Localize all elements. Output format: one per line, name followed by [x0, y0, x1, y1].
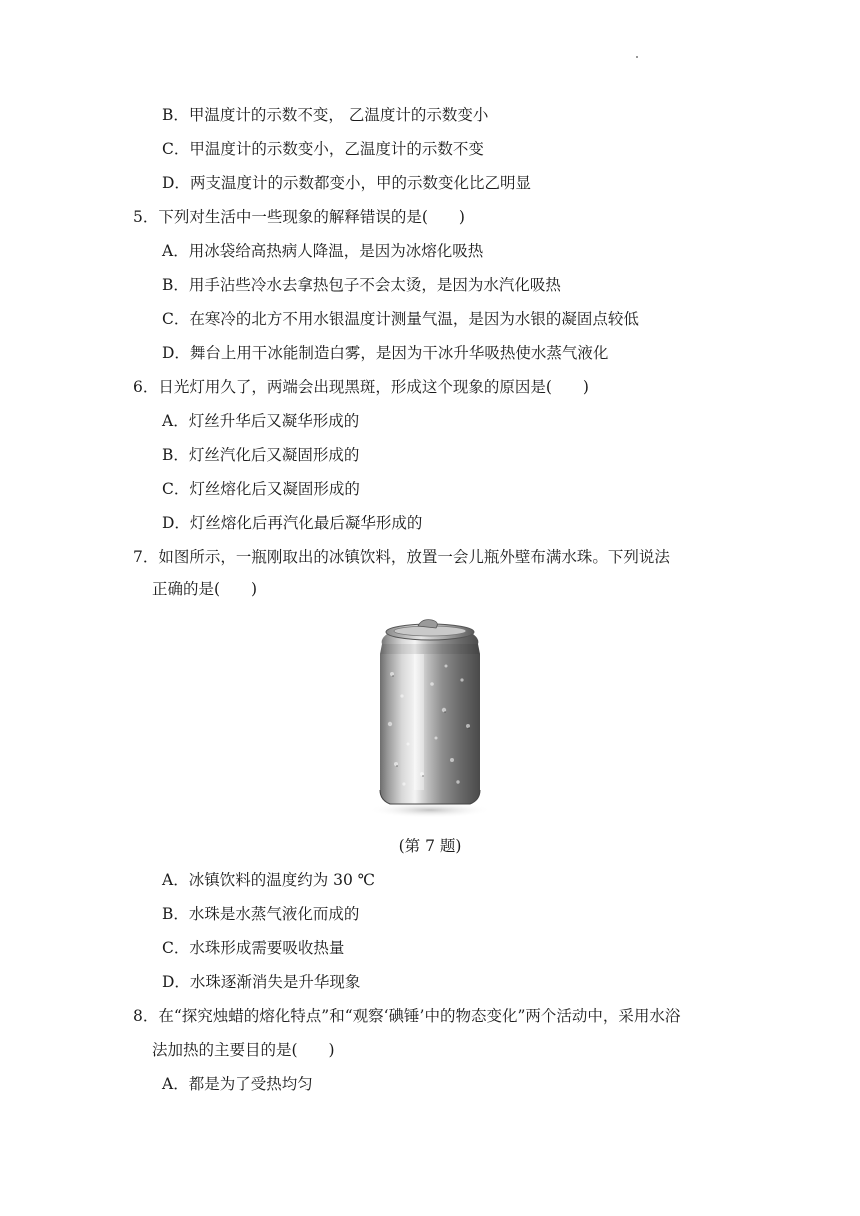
q5-option-d: D．舞台上用干冰能制造白雾，是因为干冰升华吸热使水蒸气液化: [162, 344, 609, 362]
q8-stem-line2: 法加热的主要目的是( ): [152, 1041, 335, 1059]
q5-option-c: C．在寒冷的北方不用水银温度计测量气温，是因为水银的凝固点较低: [162, 310, 639, 328]
q4-option-b: B．甲温度计的示数不变， 乙温度计的示数变小: [162, 106, 489, 124]
q7-option-d: D．水珠逐渐消失是升华现象: [162, 973, 361, 991]
q6-option-d: D．灯丝熔化后再汽化最后凝华形成的: [162, 514, 423, 532]
q6-option-c: C．灯丝熔化后又凝固形成的: [162, 480, 360, 498]
q7-option-c: C．水珠形成需要吸收热量: [162, 939, 345, 957]
q4-option-d: D．两支温度计的示数都变小，甲的示数变化比乙明显: [162, 174, 531, 192]
q6-stem: 6．日光灯用久了，两端会出现黑斑，形成这个现象的原因是( ): [133, 378, 589, 396]
q6-option-a: A．灯丝升华后又凝华形成的: [162, 412, 360, 430]
q7-option-b: B．水珠是水蒸气液化而成的: [162, 905, 360, 923]
q4-option-c: C．甲温度计的示数变小，乙温度计的示数不变: [162, 140, 484, 158]
q7-stem-line1: 7．如图所示，一瓶刚取出的冰镇饮料，放置一会儿瓶外壁布满水珠。下列说法: [133, 548, 670, 566]
q8-option-a: A．都是为了受热均匀: [162, 1075, 313, 1093]
q7-option-a: A．冰镇饮料的温度约为 30 ℃: [162, 871, 376, 889]
page-dot: [636, 56, 638, 58]
soda-can-figure: [362, 614, 498, 820]
figure-caption: (第 7 题): [398, 837, 462, 855]
q5-option-a: A．用冰袋给高热病人降温，是因为冰熔化吸热: [162, 242, 484, 260]
q7-stem-line2: 正确的是( ): [152, 580, 258, 598]
q5-stem: 5．下列对生活中一些现象的解释错误的是( ): [133, 208, 465, 226]
q8-stem-line1: 8．在“探究烛蜡的熔化特点”和“观察‘碘锤’中的物态变化”两个活动中，采用水浴: [133, 1007, 681, 1025]
q5-option-b: B．用手沾些冷水去拿热包子不会太烫，是因为水汽化吸热: [162, 276, 561, 294]
q6-option-b: B．灯丝汽化后又凝固形成的: [162, 446, 360, 464]
